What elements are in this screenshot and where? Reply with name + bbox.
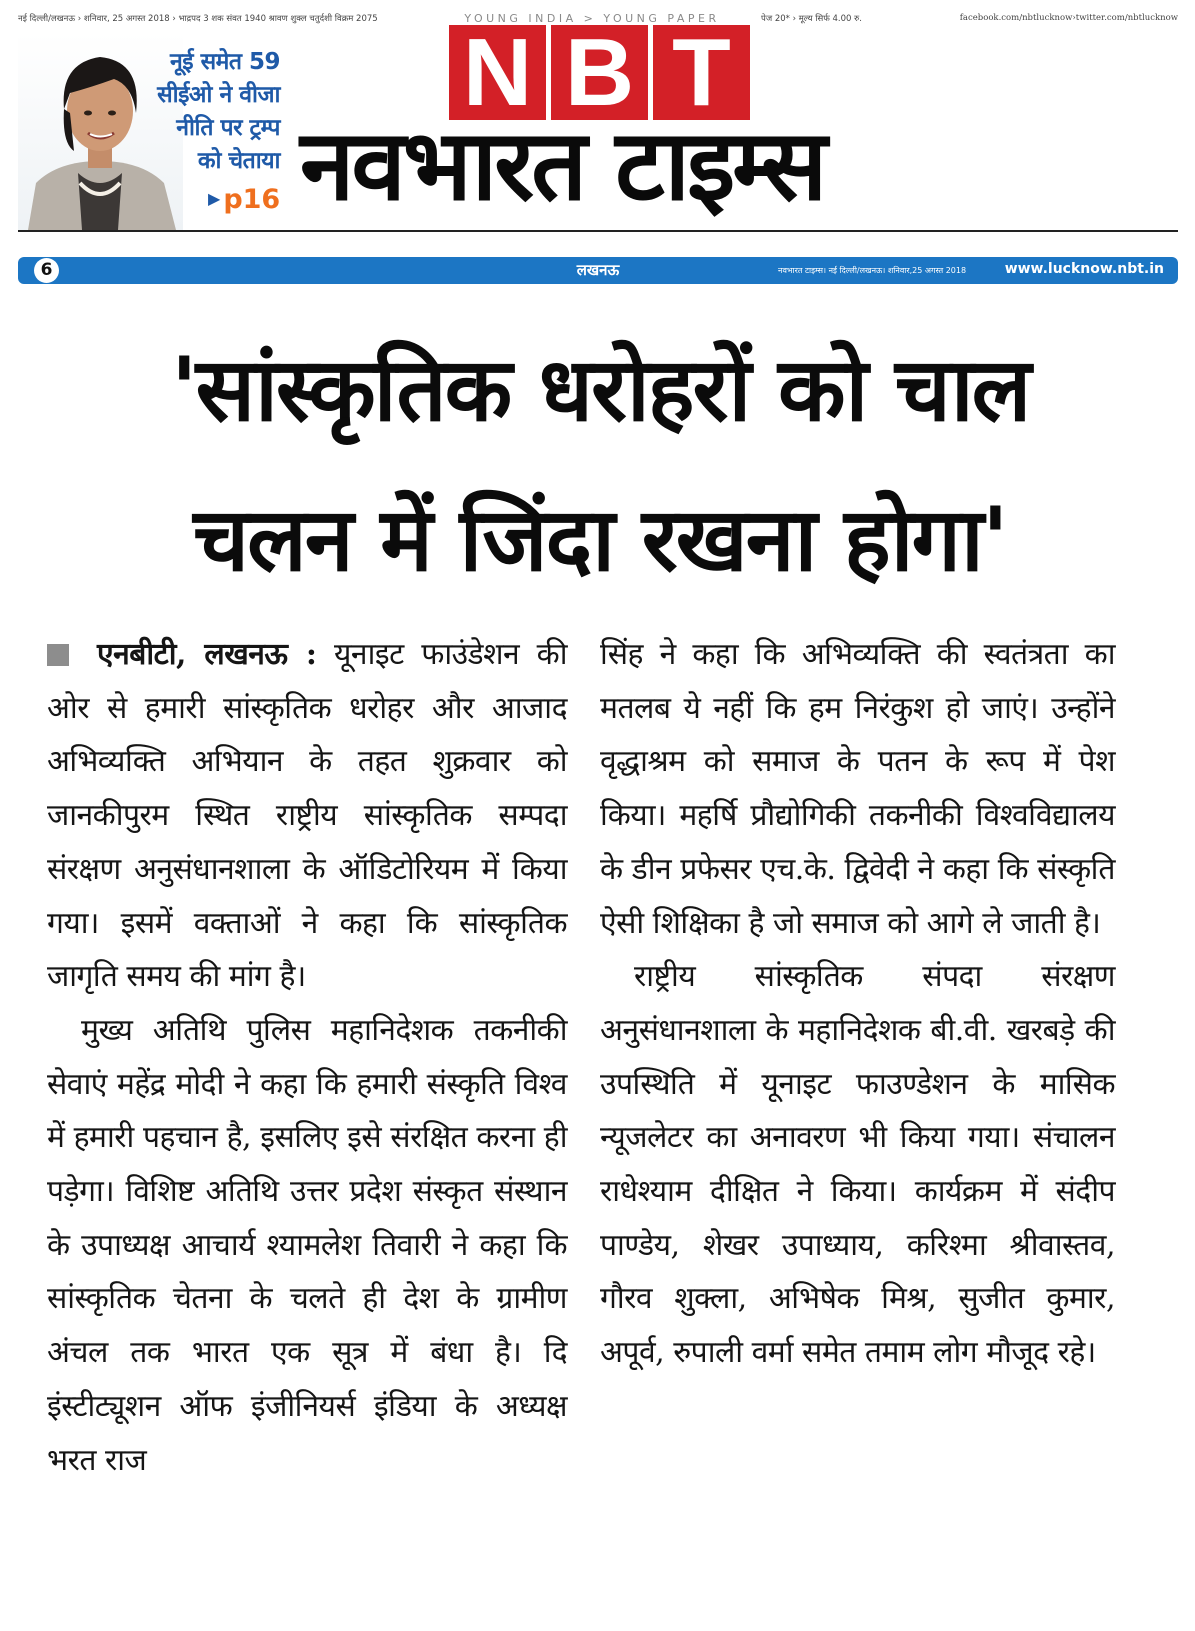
newspaper-title: नवभारत टाइम्स: [300, 109, 825, 223]
article-paragraph: मुख्य अतिथि पुलिस महानिदेशक तकनीकी सेवाएं महेंद्र मोदी ने कहा कि हमारी संस्कृति विश्व में हमारी पहचान है, इसलिए इसे संरक्षित करना ही पड़ेगा। विशिष्ट अतिथि उत्तर प्रदेश संस्कृत संस्थान के उपाध्यक्ष आचार्य श्यामलेश तिवारी ने कहा कि सांस्कृतिक चेतना के चलते ही देश के ग्रामीण अंचल तक भारत एक सूत्र में बंधा है। दि इंस्टीट्यूशन ऑफ इंजीनियर्स इंडिया के अध्यक्ष भरत राज: [47, 1012, 567, 1478]
dateline: नई दिल्ली/लखनऊ › शनिवार, 25 अगस्त 2018 › भाद्रपद 3 शक संवत 1940 श्रावण शुक्ल चतुर्दशी विक्रम 2075: [18, 13, 378, 24]
masthead-divider: [18, 230, 1178, 232]
paragraph-text: यूनाइट फाउंडेशन की ओर से हमारी सांस्कृतिक धरोहर और आजाद अभिव्यक्ति अभियान के तहत शुक्रवार को जानकीपुरम स्थित राष्ट्रीय सांस्कृतिक सम्पदा संरक्षण अनुसंधानशाला के ऑडिटोरियम में किया गया। इसमें वक्ताओं ने कहा कि सांस्कृतिक जागृति समय की मांग है।: [47, 637, 567, 995]
promo-line: को चेताया: [197, 148, 280, 174]
promo-line: नीति पर ट्रम्प: [176, 115, 280, 141]
play-arrow-icon: ▶: [208, 189, 221, 208]
price-info: पेज 20* › मूल्य सिर्फ 4.00 रु.: [761, 13, 862, 24]
logo-letter: N: [449, 25, 546, 120]
article-column-right: [600, 628, 1115, 1380]
nbt-logo[interactable]: [449, 19, 750, 126]
promo-page-ref: p16: [223, 184, 281, 215]
article-column-left: [47, 628, 567, 1487]
social-links[interactable]: facebook.com/nbtlucknow›twitter.com/nbtlucknow: [959, 13, 1178, 23]
tagline: YOUNG INDIA > YOUNG PAPER: [464, 11, 720, 25]
promo-page-link[interactable]: [208, 184, 280, 215]
square-bullet-icon: [47, 644, 69, 666]
byline: एनबीटी, लखनऊ :: [97, 637, 317, 672]
article-paragraph: राष्ट्रीय सांस्कृतिक संपदा संरक्षण अनुसंधानशाला के महानिदेशक बी.वी. खरबड़े की उपस्थिति में यूनाइट फाउण्डेशन के मासिक न्यूजलेटर का अनावरण भी किया गया। संचालन राधेश्याम दीक्षित ने किया। कार्यक्रम में संदीप पाण्डेय, शेखर उपाध्याय, करिश्मा श्रीवास्तव, गौरव शुक्ला, अभिषेक मिश्र, सुजीत कुमार, अपूर्व, रुपाली वर्मा समेत तमाम लोग मौजूद रहे।: [600, 959, 1115, 1371]
section-bar: [18, 257, 1178, 284]
section-meta: नवभारत टाइम्स। नई दिल्ली/लखनऊ। शनिवार,25 अगस्त 2018: [778, 266, 967, 275]
promo-teaser[interactable]: [120, 46, 280, 178]
logo-letter: T: [653, 25, 750, 120]
promo-line: नूई समेत 59: [170, 49, 280, 75]
article-paragraph: [47, 628, 567, 1004]
headline-line-2: चलन में जिंदा रखना होगा': [193, 488, 1007, 591]
promo-line: सीईओ ने वीजा: [157, 82, 280, 108]
logo-letter: B: [551, 25, 648, 120]
article-paragraph: सिंह ने कहा कि अभिव्यक्ति की स्वतंत्रता का मतलब ये नहीं कि हम निरंकुश हो जाएं। उन्होंने वृद्धाश्रम को समाज के पतन के रूप में पेश किया। महर्षि प्रौद्योगिकी तकनीकी विश्वविद्यालय के डीन प्रफेसर एच.के. द्विवेदी ने कहा कि संस्कृति ऐसी शिक्षिका है जो समाज को आगे ले जाती है।: [600, 637, 1115, 941]
article-headline: [60, 315, 1140, 615]
section-city: लखनऊ: [576, 261, 620, 279]
headline-line-1: 'सांस्कृतिक धरोहरों को चाल: [170, 338, 1030, 441]
page-number: 6: [34, 258, 59, 283]
website-link[interactable]: www.lucknow.nbt.in: [1004, 261, 1164, 277]
